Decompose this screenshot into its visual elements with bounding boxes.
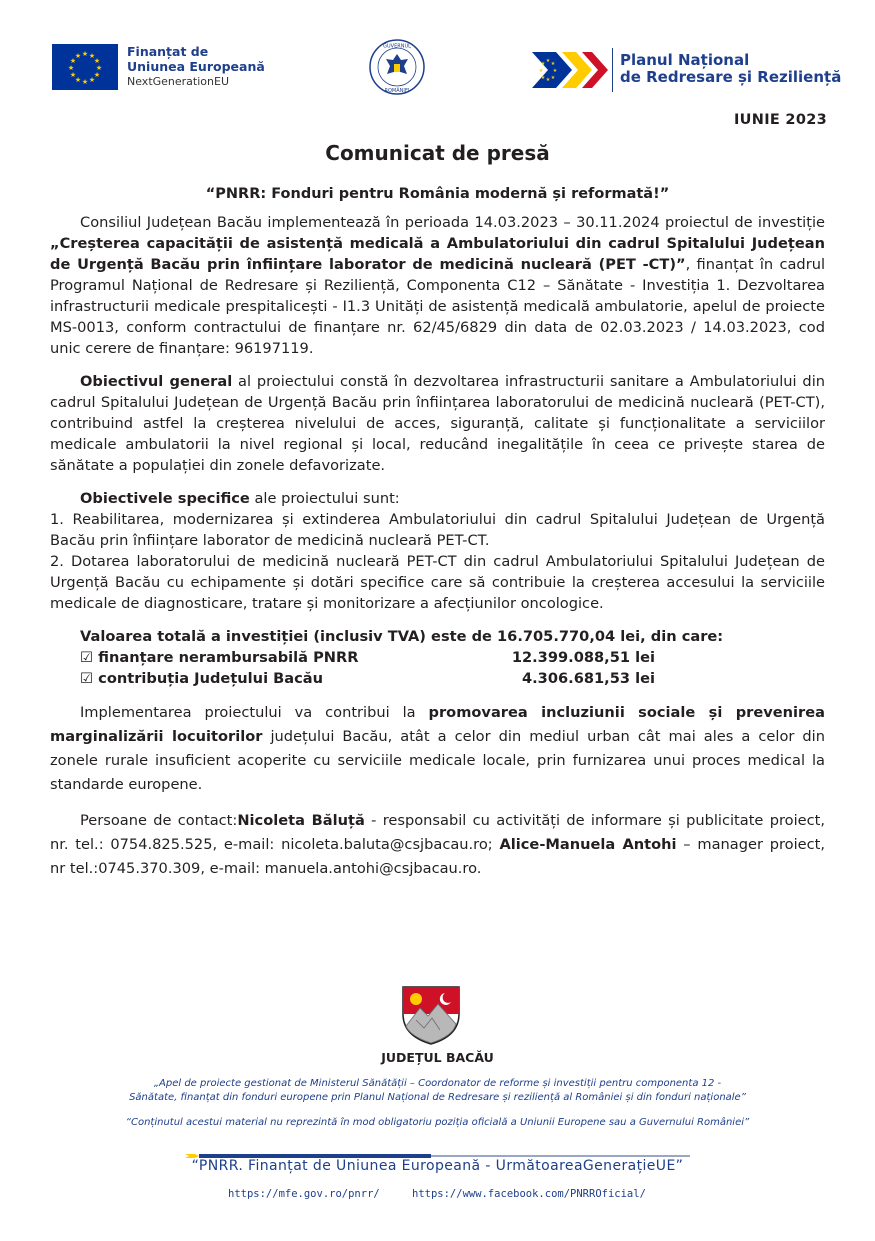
svg-text:★: ★ (81, 50, 89, 58)
header-divider (612, 48, 613, 92)
svg-text:★: ★ (88, 76, 96, 84)
specific-objectives-heading: Obiectivele specifice ale proiectului sunt: (80, 490, 400, 507)
svg-text:★: ★ (81, 78, 89, 86)
specific-objectives (50, 488, 825, 614)
press-release-body (50, 212, 825, 893)
list-item: 1. Reabilitarea, modernizarea și extinderea Ambulatoriului din cadrul Spitalului Județean de Urgență Bacău prin înființare laborator de medicină nucleară PET-CT. (50, 511, 825, 549)
footer-note-line2: Sănătate, finanțat din fonduri europene prin Planul Național de Redresare și reziliență al României și din fonduri naționale” (129, 1092, 746, 1103)
svg-text:★: ★ (550, 61, 556, 67)
paragraph-implementation: Implementarea proiectului va contribui la promovarea incluziunii sociale și prevenirea marginalizării locuitorilor județului Bacău, atât a celor din mediul urban cât mai ales a celor din zonele rurale insuficient acoperite cu serviciile medicale locale, prin furnizarea unui proces medical la standarde europene. (50, 704, 825, 793)
svg-text:★: ★ (540, 61, 546, 67)
svg-text:★: ★ (88, 52, 96, 60)
footer-color-bar (185, 1143, 690, 1147)
svg-text:★: ★ (74, 52, 82, 60)
crest-label: JUDEȚUL BACĂU (381, 1050, 494, 1065)
footer-disclaimer: “Conținutul acestui material nu reprezintă în mod obligatoriu poziția oficială a Uniunii Europene sau a Guvernului României” (125, 1117, 750, 1128)
seal-text-bottom: ROMÂNIEI (384, 88, 410, 94)
svg-text:★: ★ (545, 77, 551, 83)
financing-total: Valoarea totală a investiției (inclusiv TVA) este de 16.705.770,04 lei, din care: (80, 628, 724, 645)
paragraph-intro: Consiliul Județean Bacău implementează în perioada 14.03.2023 – 30.11.2024 proiectul de investiție „Creșterea capacității de asistență medicală a Ambulatoriului din cadrul Spitalului Județean de Urgență Bacău prin înființare laborator de medicină nucleară (PET -CT)”, finanțat în cadrul Programul Național de Redresare și Reziliență, Componenta C12 – Sănătate - Investiția 1. Dezvoltarea infrastructurii medicale prespitalicești - I1.3 Unități de asistență medicală ambulatorie, apelul de proiecte MS-0013, conform contractului de finanțare nr. 62/45/6829 din data de 02.03.2023 / 14.03.2023, cod unic cerere de finanțare: 96197119. (50, 214, 825, 357)
financing-summary (80, 626, 825, 689)
svg-text:★: ★ (69, 71, 77, 79)
svg-text:★: ★ (93, 57, 101, 65)
financing-row: ☑ finanțare nerambursabilă PNRR 12.399.088,51 lei (80, 649, 655, 666)
footer-slogan: “PNRR. Finanțat de Uniunea Europeană - UrmătoareaGenerațieUE” (191, 1158, 684, 1174)
list-item: 2. Dotarea laboratorului de medicină nucleară PET-CT din cadrul Ambulatoriului Spitalului Județean de Urgență Bacău cu echipamente și dotări specifice care să contribuie la creșterea accesului la serviciile medicale de diagnosticare, tratare și monitorizare a afecțiunilor oncologice. (50, 553, 825, 612)
svg-text:★: ★ (95, 64, 103, 72)
pnrr-logo-line1: Planul Național (620, 51, 750, 69)
svg-text:★: ★ (550, 75, 556, 81)
eu-logo-line1: Finanțat de (127, 44, 209, 59)
svg-text:★: ★ (540, 75, 546, 81)
judetul-bacau-coat-of-arms-icon (398, 984, 464, 1046)
svg-text:★: ★ (74, 76, 82, 84)
link-facebook[interactable]: https://www.facebook.com/PNRROficial/ (412, 1188, 646, 1200)
svg-text:★: ★ (545, 58, 551, 64)
pnrr-arrows-icon (532, 50, 608, 90)
svg-text:★: ★ (538, 68, 544, 74)
link-mfe[interactable]: https://mfe.gov.ro/pnrr/ (228, 1188, 380, 1200)
pnrr-logo-line2: de Redresare și Reziliență (620, 68, 842, 86)
svg-text:★: ★ (552, 68, 558, 74)
financing-row: ☑ contribuția Județului Bacău 4.306.681,53 lei (80, 670, 655, 687)
paragraph-general-objective: Obiectivul general al proiectului constă în dezvoltarea infrastructurii sanitare a Ambulatoriului din cadrul Spitalului Județean de Urgență Bacău prin înființarea laboratorului de medicină nucleară (PET-CT), contribuind astfel la creșterea nivelului de acces, siguranță, calitate și funcționalitate a serviciilor medicale ambulatorii la nivel regional și local, reducând inegalitățile în ceea ce privește starea de sănătate a populației din zonele defavorizate. (50, 373, 826, 474)
eu-logo-text (127, 44, 265, 89)
svg-text:★: ★ (67, 64, 75, 72)
eu-flag-icon (52, 44, 118, 90)
footer-note-line1: „Apel de proiecte gestionat de Ministerul Sănătății – Coordonator de reforme și investiții pentru componenta 12 - (153, 1078, 722, 1089)
page-title: Comunicat de presă (325, 141, 550, 165)
page-subtitle: “PNRR: Fonduri pentru România modernă și reformată!” (205, 186, 670, 202)
date: IUNIE 2023 (733, 112, 827, 128)
seal-text-top: GUVERNUL (383, 43, 411, 50)
svg-text:★: ★ (93, 71, 101, 79)
pnrr-logo-text (620, 52, 841, 86)
eu-logo-line2: Uniunea Europeană (127, 59, 265, 74)
romanian-government-seal-icon (368, 38, 426, 96)
svg-text:★: ★ (69, 57, 77, 65)
paragraph-contacts: Persoane de contact:Nicoleta Băluță - responsabil cu activități de informare și publicitate proiect, nr. tel.: 0754.825.525, e-mail: nicoleta.baluta@csjbacau.ro; Alice-Manuela Antohi – manager proiect, nr tel.:0745.370.309, e-mail: manuela.antohi@csjbacau.ro. (50, 812, 825, 877)
eu-logo-line3: NextGenerationEU (127, 75, 229, 88)
project-title: „Creșterea capacității de asistență medicală a Ambulatoriului din cadrul Spitalului Județean de Urgență Bacău prin înființare laborator de medicină nucleară (PET -CT)” (50, 235, 825, 273)
